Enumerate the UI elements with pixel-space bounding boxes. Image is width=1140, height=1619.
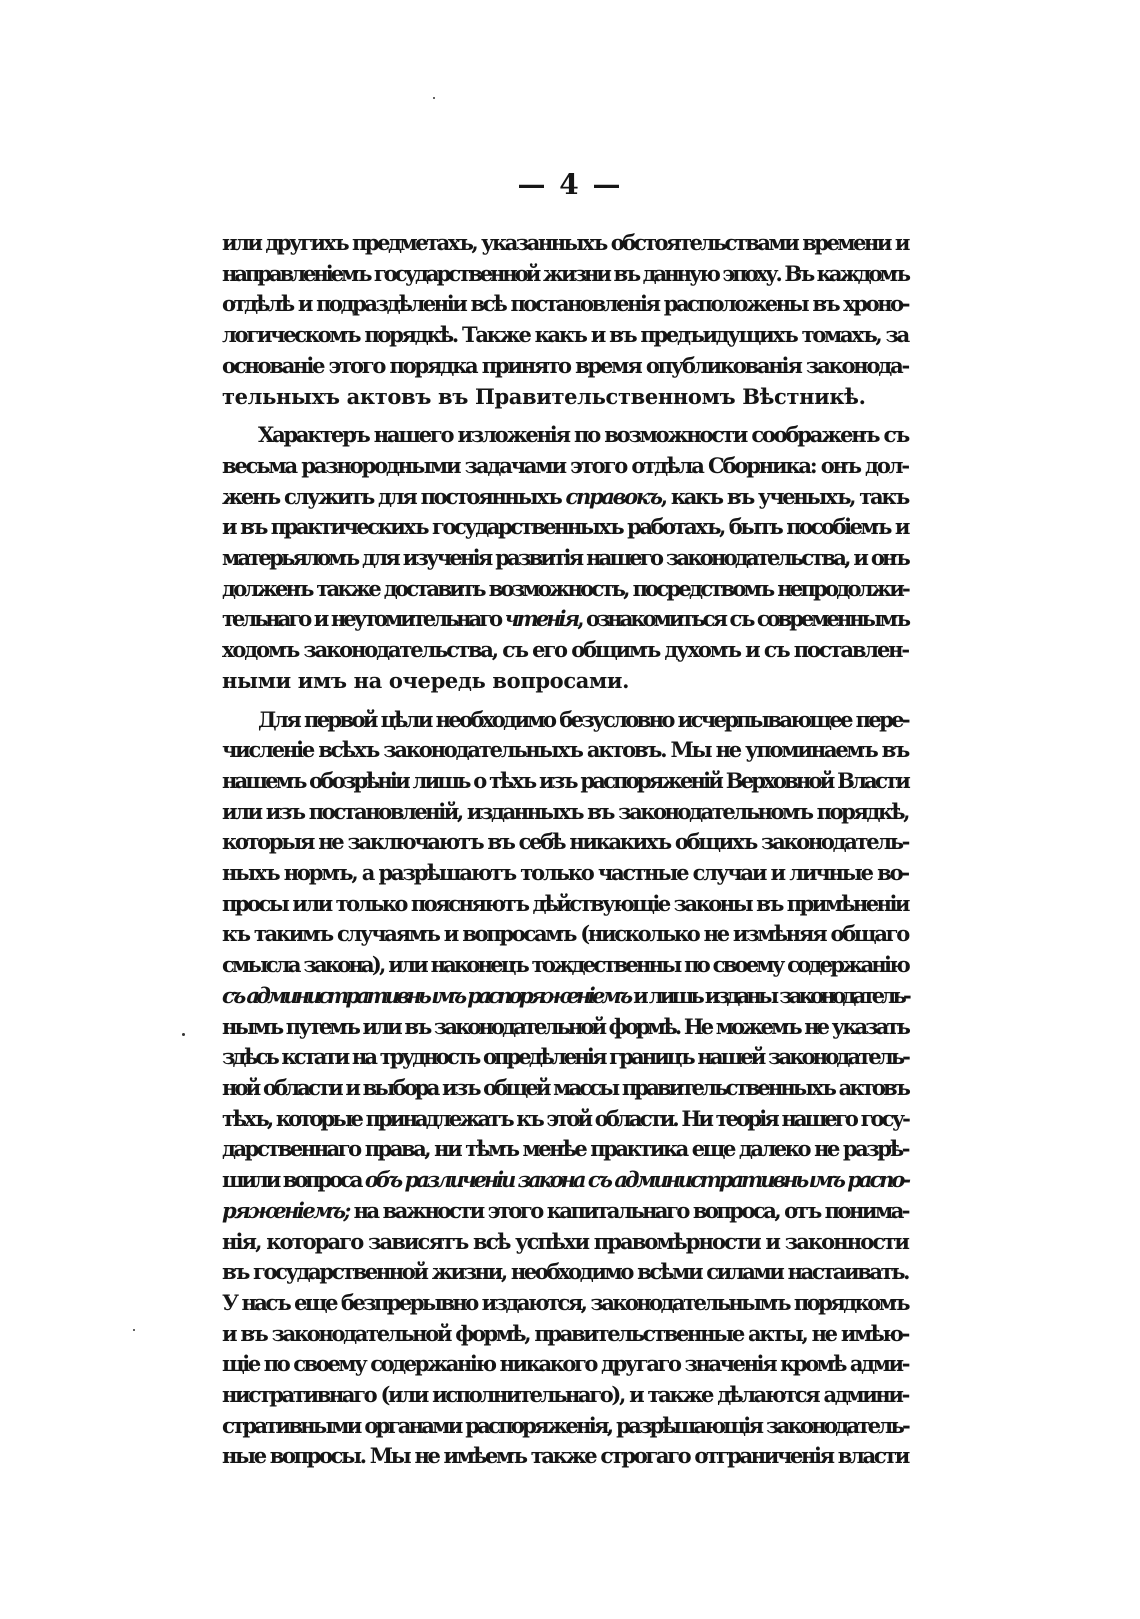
italic-phrase: объ различеніи закона съ административнымъ распо- xyxy=(364,1167,908,1193)
text-line: тельнаго и неутомительнаго чтенія, ознакомиться съ современнымъ xyxy=(222,606,908,632)
body-text xyxy=(222,228,908,1472)
text-line: нымъ путемъ или въ законодательной формѣ. Не можемъ не указать xyxy=(222,1013,908,1039)
text-line: или другихъ предметахъ, указанныхъ обстоятельствами времени и xyxy=(222,230,908,255)
paragraph-3 xyxy=(222,705,908,1473)
text-line: весьма разнородными задачами этого отдѣла Сборника: онъ дол- xyxy=(222,452,908,478)
text-line: въ государственной жизни, необходимо всѣми силами настаивать. xyxy=(222,1259,908,1285)
text-line: съ административнымъ распоряженіемъ и лишь изданы законодатель- xyxy=(222,982,909,1008)
text-line: нашемъ обозрѣніи лишь о тѣхъ изъ распоряженій Верховной Власти xyxy=(222,767,908,793)
italic-phrase: чтенія xyxy=(504,606,578,632)
text-line: направленіемъ государственной жизни въ данную эпоху. Въ каждомъ xyxy=(222,260,908,286)
paragraph-1 xyxy=(222,228,908,412)
italic-phrase: справокъ xyxy=(565,483,661,509)
text-line: стративными органами распоряженія, разрѣшающія законодатель- xyxy=(222,1412,908,1438)
text-line: ряженіемъ; на важности этого капитальнаго вопроса, отъ понима- xyxy=(222,1197,908,1223)
text-line: шили вопроса объ различеніи закона съ административнымъ распо- xyxy=(222,1167,908,1193)
text-line: или изъ постановленій, изданныхъ въ законодательномъ порядкѣ, xyxy=(222,798,908,824)
text-line: ной области и выбора изъ общей массы правительственныхъ актовъ xyxy=(222,1074,908,1100)
text-line: долженъ также доставить возможность, посредствомъ непродолжи- xyxy=(222,575,908,601)
text-line: ходомъ законодательства, съ его общимъ духомъ и съ поставлен- xyxy=(222,637,908,663)
text-line: тѣхъ, которые принадлежатъ къ этой области. Ни теорія нашего госу- xyxy=(222,1105,908,1131)
text-line: ныхъ нормъ, а разрѣшаютъ только частные случаи и личные во- xyxy=(222,860,908,886)
text-line: основаніе этого порядка принято время опубликованія законода- xyxy=(222,352,908,378)
text-line: нистративнаго (или исполнительнаго), и также дѣлаются админи- xyxy=(222,1382,908,1408)
scan-speck xyxy=(182,1033,185,1036)
text-line: которыя не заключаютъ въ себѣ никакихъ общихъ законодатель- xyxy=(222,829,908,855)
italic-phrase: съ административнымъ распоряженіемъ xyxy=(222,982,630,1008)
text-line: просы или только поясняютъ дѣйствующіе законы въ примѣненіи xyxy=(222,890,908,916)
text-line: ными имъ на очередь вопросами. xyxy=(222,667,630,693)
text-line: Для первой цѣли необходимо безусловно исчерпывающее пере- xyxy=(258,706,908,732)
text-line: женъ служить для постоянныхъ справокъ, какъ въ ученыхъ, такъ xyxy=(222,483,908,509)
page-number: — 4 — xyxy=(517,168,623,201)
text-line: численіе всѣхъ законодательныхъ актовъ. Мы не упоминаемъ въ xyxy=(222,737,908,763)
text-line: дарственнаго права, ни тѣмъ менѣе практика еще далеко не разрѣ- xyxy=(222,1136,908,1162)
text-line: отдѣлѣ и подраздѣленіи всѣ постановленія расположены въ хроно- xyxy=(222,291,908,317)
text-line: матерьяломъ для изученія развитія нашего законодательства, и онъ xyxy=(222,545,908,571)
text-line: ные вопросы. Мы не имѣемъ также строгаго отграниченія власти xyxy=(222,1443,908,1469)
paragraph-2 xyxy=(222,420,908,696)
text-line: нія, котораго зависятъ всѣ успѣхи правомѣрности и законности xyxy=(222,1228,908,1254)
text-line: У насъ еще безпрерывно издаются, законодательнымъ порядкомъ xyxy=(222,1289,908,1315)
text-line: смысла закона), или наконецъ тождественны по своему содержанію xyxy=(222,952,908,978)
italic-phrase: ряженіемъ; xyxy=(222,1197,349,1223)
text-line: къ такимъ случаямъ и вопросамъ (нисколько не измѣняя общаго xyxy=(222,921,908,947)
text-line: логическомъ порядкѣ. Также какъ и въ предъидущихъ томахъ, за xyxy=(222,322,908,348)
text-line: и въ законодательной формѣ, правительственные акты, не имѣю- xyxy=(222,1320,908,1346)
text-line: здѣсь кстати на трудность опредѣленія границъ нашей законодатель- xyxy=(222,1044,908,1070)
scan-speck xyxy=(133,1329,135,1331)
scan-speck xyxy=(433,97,435,99)
text-line: и въ практическихъ государственныхъ работахъ, быть пособіемъ и xyxy=(222,514,908,540)
text-line: щіе по своему содержанію никакого другаго значенія кромѣ адми- xyxy=(222,1351,908,1377)
text-line: тельныхъ актовъ въ Правительственномъ Вѣстникѣ. xyxy=(222,383,866,409)
text-line: Характеръ нашего изложенія по возможности соображенъ съ xyxy=(258,422,908,448)
